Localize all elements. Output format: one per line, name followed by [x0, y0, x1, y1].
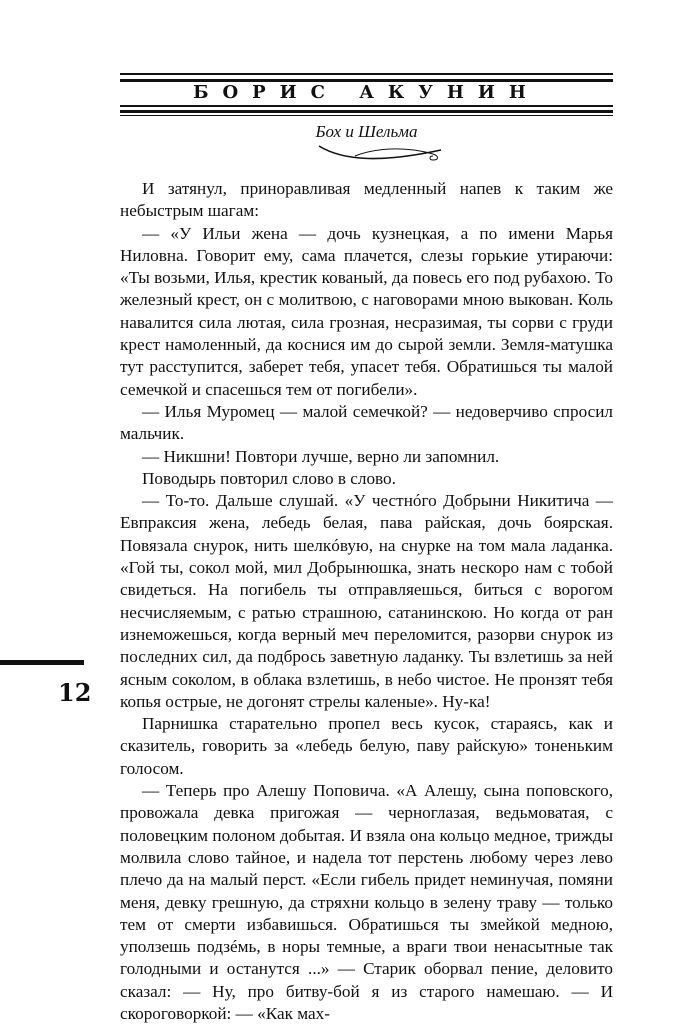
paragraph: Поводырь повторил слово в слово. [142, 468, 396, 488]
margin-tab-bar [0, 660, 84, 665]
running-header-book-title: Бох и Шельма [315, 122, 418, 141]
paragraph: — «У Ильи жена — дочь кузнецкая, а по имени Марья Ниловна. Говорит ему, сама плачется, слезы горькие утираючи: «Ты возьми, Илья, крестик кованый, да повесь его под рубахою. То железный крест, он с молитвою, с наговорами мною выкован. Коль навалится сила лютая, сила грозная, несразимая, ты сорви с груди крест намоленный, да коснися им до сырой земли. Земля-матушка тут расступится, заберет тебя, упасет тебя. Обратишься ты малой семечкой и спасешься тем от погибели». [120, 223, 613, 399]
paragraph: Парнишка старательно пропел весь кусок, стараясь, как и сказитель, говорить за «лебедь белую, паву райскую» тоненьким голосом. [120, 714, 613, 778]
header-rule-bottom-thick [120, 110, 613, 113]
flourish-ornament-icon [315, 140, 445, 164]
paragraph: — Никшни! Повтори лучше, верно ли запомнил. [142, 446, 500, 466]
paragraph: — Теперь про Алешу Поповича. «А Алешу, сына поповского, провожала девка пригожая — черноглазая, ведьмоватая, с половецким полоном добытая. И взяла она кольцо медное, трижды молвила слово тайное, и надела тот перстень любому через лево плечо да на малый перст. «Если гибель придет неминучая, помяни меня, девку грешную, да стряхни кольцо в зелену траву — только тем от смерти избавишься. Обратишься ты змейкой медною, уползешь подзéмь, в норы темные, а враги твои ненасытные так голодными и останутся ...» — Старик оборвал пение, деловито сказал: — Ну, про битву-бой я из старого намешаю. — И скороговоркой: — «Как мах- [120, 781, 613, 1023]
paragraph: И затянул, приноравливая медленный напев к таким же небыстрым шагам: [120, 179, 613, 221]
header-rule-top-thin [120, 73, 613, 75]
page-body-text [120, 178, 613, 1025]
paragraph: — Илья Муромец — малой семечкой? — недоверчиво спросил мальчик. [120, 401, 613, 444]
page-number: 12 [58, 678, 92, 707]
paragraph: — То-то. Дальше слушай. «У честнóго Добрыни Никитича — Евпраксия жена, лебедь белая, пава райская, дочь боярская. Повязала снурок, нить шелкóвую, на снурке на том мала ладанка. «Гой ты, сокол мой, мил Добрынюшка, знать нескоро нам с тобой свидеться. На погибель ты отправляешься, биться с ворогом несчисляемым, с ратью страшною, сатанинскою. Но когда от ран изнеможешься, когда верный меч переломится, разорви снурок из последних сил, да подбрось заветную ладанку. Ты взлетишь за ней ясным соколом, в облака взлетишь, в небо чистое. Не пронзят тебя копья острые, не догонят стрелы каленые». Ну-ка! [120, 491, 613, 711]
running-header-author: БОРИС АКУНИН [193, 82, 540, 103]
header-rule-bottom-thin [120, 105, 613, 107]
header-rule-bottom-hairline [120, 115, 613, 116]
